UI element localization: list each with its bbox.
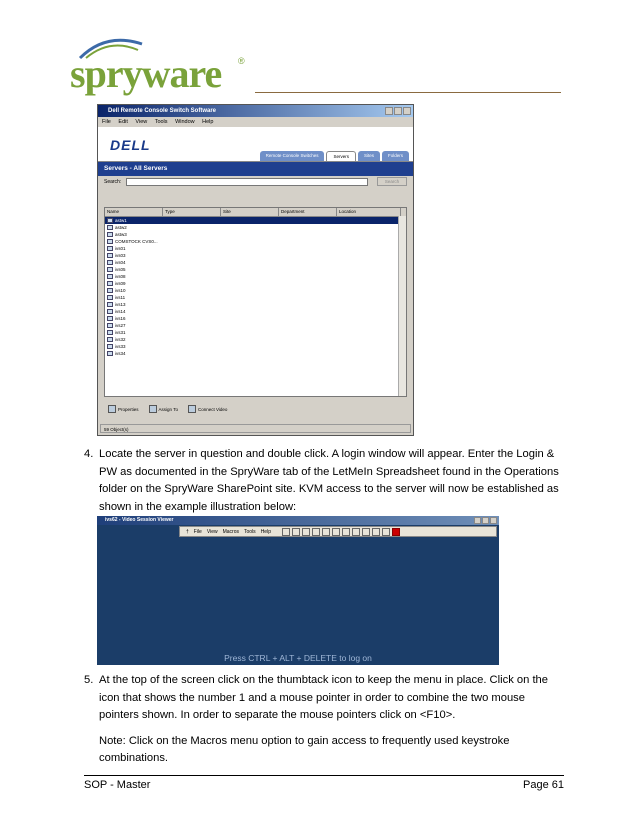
- server-name: ivs04: [115, 260, 126, 265]
- properties-icon: [108, 405, 116, 413]
- server-name: ivs31: [115, 330, 126, 335]
- toolbar-menu-tools[interactable]: Tools: [244, 528, 256, 535]
- step-5-note: Note: Click on the Macros menu option to gain access to frequently used keystroke combinations.: [99, 734, 510, 764]
- connect-video-label: Connect Video: [197, 406, 228, 412]
- maximize-icon[interactable]: [394, 107, 402, 115]
- minimize-icon[interactable]: [474, 517, 481, 524]
- server-name: ivs03: [115, 253, 126, 258]
- table-row[interactable]: [105, 322, 406, 329]
- table-row[interactable]: [105, 231, 406, 238]
- refresh-icon[interactable]: [292, 528, 300, 536]
- close-icon[interactable]: [490, 517, 497, 524]
- search-input[interactable]: [126, 178, 368, 186]
- settings-icon[interactable]: [322, 528, 330, 536]
- server-name: astw2: [115, 225, 127, 230]
- server-icon: [107, 239, 113, 244]
- table-row[interactable]: [105, 252, 406, 259]
- column-name[interactable]: Name: [105, 208, 163, 216]
- thumbtack-icon[interactable]: †: [186, 528, 189, 535]
- server-icon: [107, 323, 113, 328]
- logon-message: Press CTRL + ALT + DELETE to log on: [224, 653, 372, 663]
- tab-remote-console-switches[interactable]: Remote Console Switches: [260, 151, 325, 161]
- registered-mark: ®: [238, 56, 245, 66]
- table-row[interactable]: [105, 224, 406, 231]
- list-scrollbar[interactable]: [398, 216, 406, 396]
- toolbar-menu-help[interactable]: Help: [260, 528, 271, 535]
- menu-tools[interactable]: Tools: [154, 119, 168, 125]
- server-name: COMSTOCK CVS0...: [115, 239, 158, 244]
- server-icon: [107, 344, 113, 349]
- assign-icon: [149, 405, 157, 413]
- snapshot-icon[interactable]: [312, 528, 320, 536]
- section-title: Servers - All Servers: [98, 162, 413, 176]
- server-icon: [107, 330, 113, 335]
- list-header: [105, 208, 406, 217]
- server-list: [104, 207, 407, 397]
- header-rule: [255, 92, 561, 93]
- table-row[interactable]: [105, 308, 406, 315]
- search-row: [98, 176, 413, 188]
- mouse-icon[interactable]: [342, 528, 350, 536]
- step-5: [84, 672, 564, 768]
- server-icon: [107, 246, 113, 251]
- video-window-title: ivs62 - Video Session Viewer: [105, 517, 174, 523]
- logo-text: spryware: [70, 51, 222, 96]
- tab-folders[interactable]: Folders: [382, 151, 409, 161]
- server-icon: [107, 302, 113, 307]
- table-row[interactable]: [105, 336, 406, 343]
- server-name: ivs34: [115, 351, 126, 356]
- server-name: ivs32: [115, 337, 126, 342]
- toolbar-menu-file[interactable]: File: [193, 528, 202, 535]
- step-5-text: At the top of the screen click on the thumbtack icon to keep the menu in place. Click on the icon that shows the number 1 and a mouse pointer in order to combine the two mouse pointers shown. In order to separate the mouse pointers click on <F10>.: [99, 674, 548, 721]
- column-location[interactable]: Location: [337, 208, 401, 216]
- table-row[interactable]: [105, 280, 406, 287]
- table-row[interactable]: [105, 287, 406, 294]
- action-bar: [104, 401, 407, 417]
- connect-video-icon: [188, 405, 196, 413]
- menu-edit[interactable]: Edit: [118, 119, 128, 125]
- spryware-logo: [70, 36, 250, 96]
- server-name: ivs16: [115, 316, 126, 321]
- server-name: ivs14: [115, 309, 126, 314]
- server-name: ivs01: [115, 246, 126, 251]
- table-row[interactable]: [105, 294, 406, 301]
- connect-video-button[interactable]: [188, 405, 227, 413]
- list-rows: [105, 217, 406, 357]
- server-name: ivs09: [115, 281, 126, 286]
- server-name: astw3: [115, 232, 127, 237]
- table-row[interactable]: [105, 350, 406, 357]
- server-icon: [107, 218, 113, 223]
- close-icon[interactable]: [403, 107, 411, 115]
- menu-view[interactable]: View: [135, 119, 148, 125]
- table-row[interactable]: [105, 266, 406, 273]
- server-icon: [107, 316, 113, 321]
- server-icon: [107, 232, 113, 237]
- server-name: ivs27: [115, 323, 126, 328]
- table-row[interactable]: [105, 343, 406, 350]
- exit-icon[interactable]: [392, 528, 400, 536]
- server-name: ivs08: [115, 274, 126, 279]
- tab-servers[interactable]: Servers: [326, 151, 356, 161]
- tab-strip: [260, 151, 409, 161]
- server-icon: [107, 295, 113, 300]
- toolbar-menu-macros[interactable]: Macros: [222, 528, 239, 535]
- server-icon: [107, 351, 113, 356]
- dell-banner: [98, 127, 413, 162]
- server-name: ivs33: [115, 344, 126, 349]
- menu-window[interactable]: Window: [175, 119, 195, 125]
- server-name: astw1: [115, 218, 127, 223]
- video-window-titlebar: [97, 516, 499, 525]
- server-icon: [107, 225, 113, 230]
- footer-doc-name: SOP - Master: [84, 779, 151, 791]
- server-icon: [107, 274, 113, 279]
- table-row[interactable]: [105, 315, 406, 322]
- properties-button[interactable]: [108, 405, 139, 413]
- server-name: ivs05: [115, 267, 126, 272]
- video-toolbar: [179, 526, 497, 537]
- step-5-number: 5.: [84, 674, 94, 686]
- single-cursor-icon[interactable]: [282, 528, 290, 536]
- server-icon: [107, 281, 113, 286]
- table-row[interactable]: [105, 238, 406, 245]
- server-icon: [107, 260, 113, 265]
- dell-logo: DELL: [110, 137, 151, 153]
- server-icon: [107, 337, 113, 342]
- video-session-screenshot: [97, 516, 499, 665]
- column-site[interactable]: Site: [221, 208, 279, 216]
- keyboard-icon[interactable]: [332, 528, 340, 536]
- menu-help[interactable]: Help: [202, 119, 214, 125]
- tab-sites[interactable]: Sites: [358, 151, 380, 161]
- menu-bar: [98, 117, 413, 127]
- assign-to-button[interactable]: [149, 405, 178, 413]
- share-icon[interactable]: [372, 528, 380, 536]
- toolbar-icons: [282, 528, 400, 536]
- server-name: ivs13: [115, 302, 126, 307]
- table-row[interactable]: [105, 245, 406, 252]
- table-row[interactable]: [105, 259, 406, 266]
- step-4-text: Locate the server in question and double click. A login window will appear. Enter the Login & PW as documented in the SpryWare tab of the LetMeIn Spreadsheet found in the Operations folder on the SpryWare SharePoint site. KVM access to the server will now be established as shown in the example illustration below:: [99, 448, 559, 513]
- assign-label: Assign To: [158, 406, 178, 412]
- info-icon[interactable]: [382, 528, 390, 536]
- fit-window-icon[interactable]: [302, 528, 310, 536]
- scaling-icon[interactable]: [362, 528, 370, 536]
- column-type[interactable]: Type: [163, 208, 221, 216]
- window-title: Dell Remote Console Switch Software: [108, 108, 217, 114]
- footer-page-number: Page 61: [523, 779, 564, 791]
- table-row[interactable]: [105, 273, 406, 280]
- dell-console-screenshot: [97, 104, 414, 436]
- minimize-icon[interactable]: [385, 107, 393, 115]
- maximize-icon[interactable]: [482, 517, 489, 524]
- server-icon: [107, 309, 113, 314]
- table-row[interactable]: [105, 329, 406, 336]
- footer-rule: [84, 775, 564, 776]
- column-department[interactable]: Department: [279, 208, 337, 216]
- properties-label: Properties: [118, 406, 139, 412]
- step-4-number: 4.: [84, 448, 94, 460]
- search-button[interactable]: Search: [377, 177, 407, 186]
- server-icon: [107, 267, 113, 272]
- server-icon: [107, 253, 113, 258]
- menu-file[interactable]: File: [102, 119, 111, 125]
- status-bar: 59 Object(s): [100, 424, 411, 433]
- server-icon: [107, 288, 113, 293]
- window-titlebar: [98, 105, 413, 117]
- table-row[interactable]: [105, 301, 406, 308]
- color-icon[interactable]: [352, 528, 360, 536]
- table-row[interactable]: [105, 217, 406, 224]
- search-label: Search:: [104, 179, 122, 185]
- server-name: ivs10: [115, 288, 126, 293]
- toolbar-menu-view[interactable]: View: [206, 528, 218, 535]
- server-name: ivs11: [115, 295, 126, 300]
- step-4: [84, 446, 564, 516]
